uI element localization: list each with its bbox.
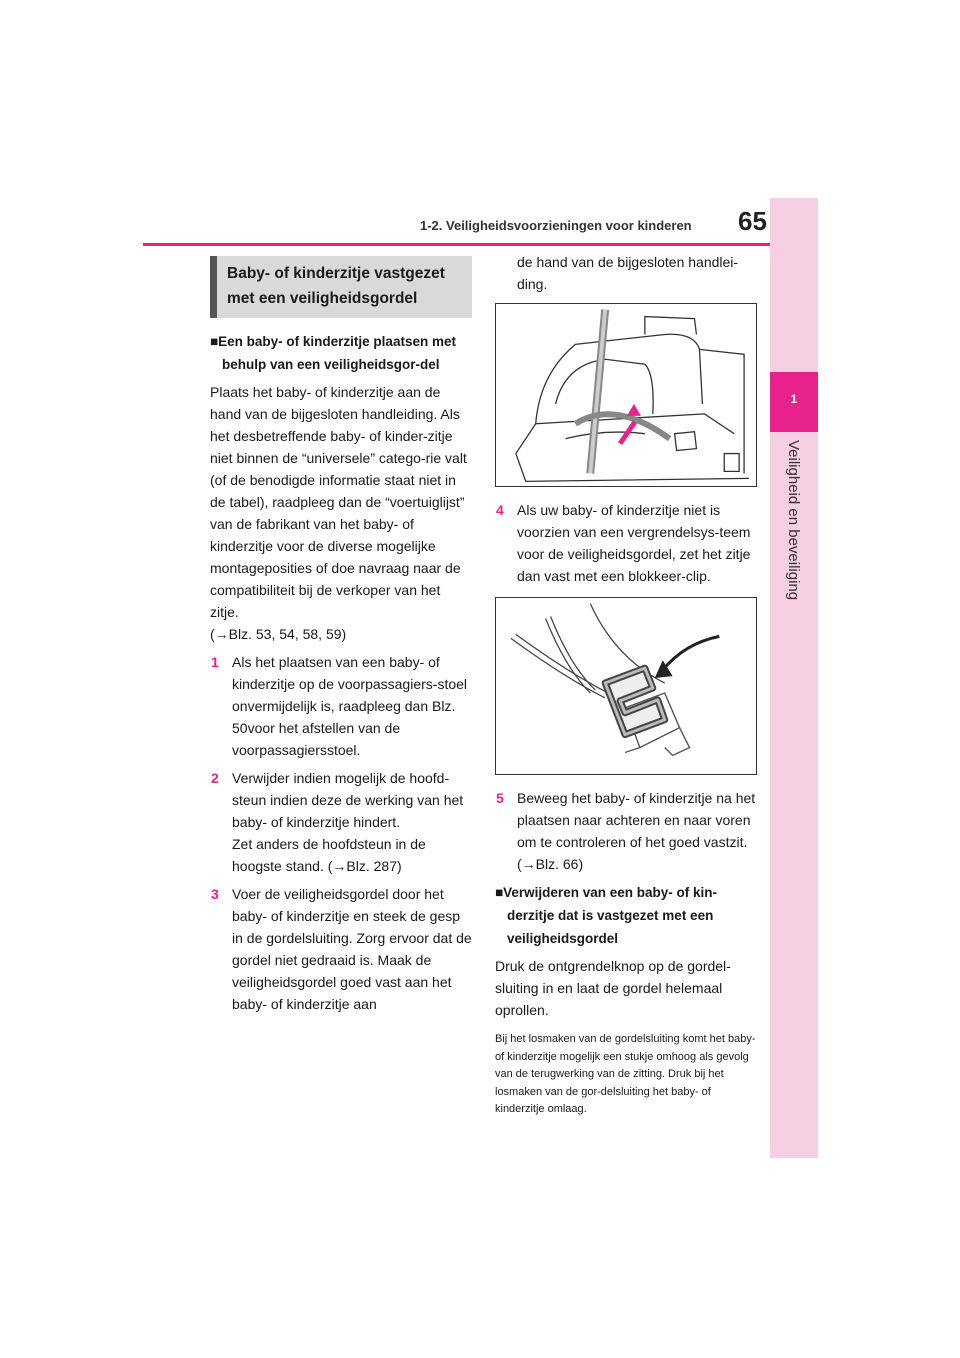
step-number: 5 — [496, 790, 504, 806]
intro-text: Plaats het baby- of kinderzitje aan de hand van de bijgesloten handleiding. Als het desbetreffende baby- of kinder-zitje niet binnen de “universele” catego-rie valt (of de benodigde informatie staat niet in de tabel), raadpleeg dan de “voertuiglijst” van de fabrikant van het baby- of kinderzitje voor de diverse mogelijke montageposities of doe navraag naar de compatibiliteit bij de verkoper van het zitje. — [210, 384, 467, 620]
step-text: Verwijder indien mogelijk de hoofd-steun indien deze de werking van het baby- of kinderzitje hindert. — [232, 770, 464, 830]
note-paragraph: Bij het losmaken van de gordelsluiting komt het baby- of kinderzitje mogelijk een stukje omhoog als gevolg van de terugwerking van de zitting. Druk bij het losmaken van de gor-delsluiting het baby- of kinderzitje omlaag. — [495, 1033, 756, 1115]
child-seat-drawing — [496, 304, 756, 486]
step-number: 2 — [211, 770, 219, 786]
chapter-title: Veiligheid en beveiliging — [785, 440, 802, 601]
step-number: 3 — [211, 886, 219, 902]
step-text: Beweeg het baby- of kinderzitje na het plaatsen naar achteren en naar voren om te controleren of het goed vastzit. (→Blz. 66) — [517, 790, 756, 872]
left-column — [210, 256, 472, 1021]
right-column — [495, 251, 757, 1119]
step-number: 1 — [211, 654, 219, 670]
running-header-title: 1-2. Veiligheidsvoorzieningen voor kinderen — [420, 218, 692, 233]
locking-clip-drawing — [496, 598, 756, 774]
step-text: Als uw baby- of kinderzitje niet is voorzien van een vergrendelsys-teem voor de veiligheidsgordel, zet het zitje dan vast met een blokkeer-clip. — [517, 502, 751, 584]
remove-paragraph: Druk de ontgrendelknop op de gordel-sluiting in en laat de gordel helemaal oprollen. — [495, 958, 731, 1018]
step-2 — [210, 767, 472, 877]
subsection-title: Verwijderen van een baby- of kin-derzitje dat is vastgezet met een veiligheidsgordel — [503, 885, 717, 946]
page-number: 65 — [738, 206, 767, 236]
step-5 — [495, 787, 757, 875]
header-divider — [143, 243, 791, 246]
chapter-number: 1 — [790, 392, 798, 406]
locking-clip-illustration — [495, 597, 757, 775]
step-1 — [210, 651, 472, 761]
child-seat-illustration — [495, 303, 757, 487]
step-3-continued: de hand van de bijgesloten handlei-ding. — [517, 254, 739, 292]
step-text-extra: Zet anders de hoofdsteun in de hoogste stand. (→Blz. 287) — [232, 836, 426, 874]
step-text: Als het plaatsen van een baby- of kinderzitje op de voorpassagiers-stoel onvermijdelijk is, raadpleeg dan Blz. 50voor het afstellen van de voorpassagiersstoel. — [232, 654, 468, 758]
section-title: Baby- of kinderzitje vastgezet met een veiligheidsgordel — [210, 256, 472, 318]
subsection-heading-remove — [495, 881, 757, 950]
intro-reference: (→Blz. 53, 54, 58, 59) — [210, 626, 347, 642]
chapter-side-tab — [770, 198, 818, 1158]
subsection-heading-install — [210, 330, 472, 376]
step-text: Voer de veiligheidsgordel door het baby- of kinderzitje en steek de gesp in de gordelsluiting. Zorg ervoor dat de gordel niet gedraaid is. Maak de veiligheidsgordel goed vast aan het baby- of kinderzitje aan — [232, 886, 472, 1012]
intro-paragraph — [210, 381, 472, 645]
subsection-title: Een baby- of kinderzitje plaatsen met behulp van een veiligheidsgor-del — [218, 334, 456, 372]
step-number: 4 — [496, 502, 504, 518]
step-3 — [210, 883, 472, 1015]
square-bullet-icon: ■ — [210, 334, 219, 349]
step-4 — [495, 499, 757, 587]
square-bullet-icon: ■ — [495, 885, 504, 900]
